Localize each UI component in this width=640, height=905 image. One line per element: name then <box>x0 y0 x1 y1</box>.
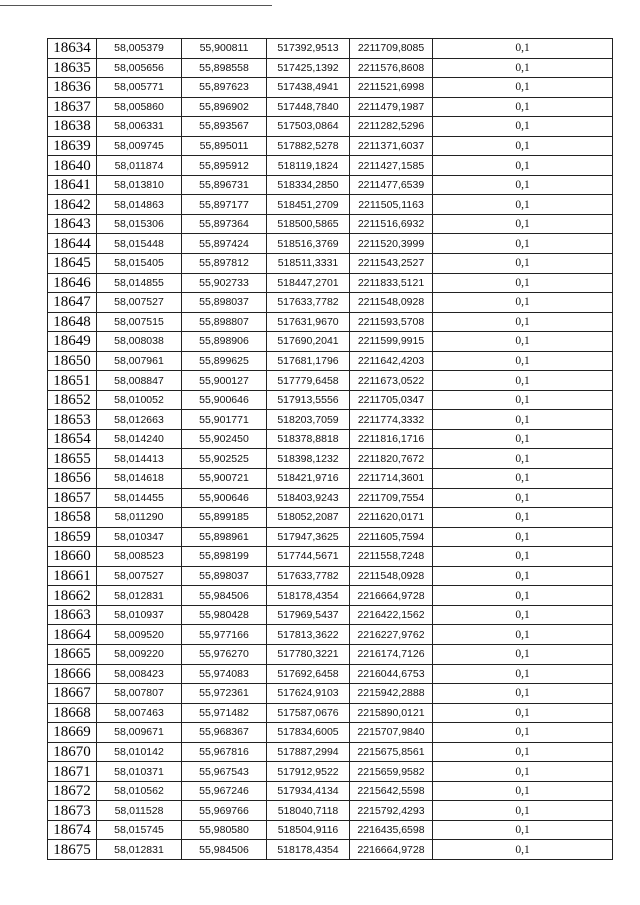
point-number-cell: 18672 <box>48 781 97 801</box>
accuracy-cell: 0,1 <box>433 488 613 508</box>
latitude-cell: 58,010562 <box>97 781 182 801</box>
x-coordinate-cell: 517947,3625 <box>267 527 350 547</box>
table-row <box>48 664 613 684</box>
point-number-cell: 18652 <box>48 390 97 410</box>
accuracy-cell: 0,1 <box>433 762 613 782</box>
point-number-cell: 18662 <box>48 586 97 606</box>
table-row <box>48 429 613 449</box>
table-body <box>48 39 613 860</box>
latitude-cell: 58,007463 <box>97 703 182 723</box>
latitude-cell: 58,015745 <box>97 820 182 840</box>
table-row <box>48 351 613 371</box>
longitude-cell: 55,984506 <box>182 586 267 606</box>
y-coordinate-cell: 2216227,9762 <box>350 625 433 645</box>
longitude-cell: 55,968367 <box>182 723 267 743</box>
x-coordinate-cell: 517503,0864 <box>267 117 350 137</box>
table-row <box>48 156 613 176</box>
point-number-cell: 18674 <box>48 820 97 840</box>
table-row <box>48 762 613 782</box>
longitude-cell: 55,895011 <box>182 136 267 156</box>
point-number-cell: 18644 <box>48 234 97 254</box>
accuracy-cell: 0,1 <box>433 723 613 743</box>
point-number-cell: 18635 <box>48 58 97 78</box>
longitude-cell: 55,976270 <box>182 644 267 664</box>
longitude-cell: 55,972361 <box>182 684 267 704</box>
latitude-cell: 58,014455 <box>97 488 182 508</box>
longitude-cell: 55,902733 <box>182 273 267 293</box>
point-number-cell: 18660 <box>48 547 97 567</box>
longitude-cell: 55,899625 <box>182 351 267 371</box>
y-coordinate-cell: 2211833,5121 <box>350 273 433 293</box>
longitude-cell: 55,898961 <box>182 527 267 547</box>
x-coordinate-cell: 518178,4354 <box>267 840 350 860</box>
table-row <box>48 175 613 195</box>
longitude-cell: 55,898906 <box>182 332 267 352</box>
x-coordinate-cell: 517448,7840 <box>267 97 350 117</box>
point-number-cell: 18641 <box>48 175 97 195</box>
x-coordinate-cell: 518203,7059 <box>267 410 350 430</box>
latitude-cell: 58,005379 <box>97 39 182 59</box>
latitude-cell: 58,012831 <box>97 840 182 860</box>
point-number-cell: 18665 <box>48 644 97 664</box>
y-coordinate-cell: 2211709,7554 <box>350 488 433 508</box>
longitude-cell: 55,900811 <box>182 39 267 59</box>
latitude-cell: 58,008423 <box>97 664 182 684</box>
x-coordinate-cell: 518040,7118 <box>267 801 350 821</box>
point-number-cell: 18653 <box>48 410 97 430</box>
y-coordinate-cell: 2211620,0171 <box>350 508 433 528</box>
point-number-cell: 18659 <box>48 527 97 547</box>
x-coordinate-cell: 517681,1796 <box>267 351 350 371</box>
y-coordinate-cell: 2211714,3601 <box>350 469 433 489</box>
latitude-cell: 58,006331 <box>97 117 182 137</box>
longitude-cell: 55,901771 <box>182 410 267 430</box>
latitude-cell: 58,014618 <box>97 469 182 489</box>
table-row <box>48 547 613 567</box>
latitude-cell: 58,007807 <box>97 684 182 704</box>
point-number-cell: 18658 <box>48 508 97 528</box>
x-coordinate-cell: 518516,3769 <box>267 234 350 254</box>
x-coordinate-cell: 517969,5437 <box>267 605 350 625</box>
longitude-cell: 55,898807 <box>182 312 267 332</box>
y-coordinate-cell: 2211673,0522 <box>350 371 433 391</box>
point-number-cell: 18657 <box>48 488 97 508</box>
top-rule <box>0 5 272 6</box>
x-coordinate-cell: 517624,9103 <box>267 684 350 704</box>
accuracy-cell: 0,1 <box>433 429 613 449</box>
latitude-cell: 58,015405 <box>97 254 182 274</box>
x-coordinate-cell: 518119,1824 <box>267 156 350 176</box>
y-coordinate-cell: 2211593,5708 <box>350 312 433 332</box>
latitude-cell: 58,012831 <box>97 586 182 606</box>
y-coordinate-cell: 2216174,7126 <box>350 644 433 664</box>
x-coordinate-cell: 517834,6005 <box>267 723 350 743</box>
accuracy-cell: 0,1 <box>433 136 613 156</box>
longitude-cell: 55,898037 <box>182 566 267 586</box>
y-coordinate-cell: 2211605,7594 <box>350 527 433 547</box>
table-row <box>48 527 613 547</box>
longitude-cell: 55,974083 <box>182 664 267 684</box>
table-row <box>48 586 613 606</box>
table-row <box>48 234 613 254</box>
latitude-cell: 58,009671 <box>97 723 182 743</box>
point-number-cell: 18634 <box>48 39 97 59</box>
accuracy-cell: 0,1 <box>433 449 613 469</box>
latitude-cell: 58,010052 <box>97 390 182 410</box>
x-coordinate-cell: 518504,9116 <box>267 820 350 840</box>
point-number-cell: 18651 <box>48 371 97 391</box>
table-row <box>48 508 613 528</box>
point-number-cell: 18648 <box>48 312 97 332</box>
table-row <box>48 488 613 508</box>
longitude-cell: 55,977166 <box>182 625 267 645</box>
point-number-cell: 18667 <box>48 684 97 704</box>
point-number-cell: 18643 <box>48 214 97 234</box>
y-coordinate-cell: 2215642,5598 <box>350 781 433 801</box>
latitude-cell: 58,014240 <box>97 429 182 449</box>
latitude-cell: 58,011528 <box>97 801 182 821</box>
point-number-cell: 18636 <box>48 78 97 98</box>
table-row <box>48 703 613 723</box>
x-coordinate-cell: 517587,0676 <box>267 703 350 723</box>
x-coordinate-cell: 518421,9716 <box>267 469 350 489</box>
latitude-cell: 58,010347 <box>97 527 182 547</box>
longitude-cell: 55,900127 <box>182 371 267 391</box>
x-coordinate-cell: 517887,2994 <box>267 742 350 762</box>
point-number-cell: 18637 <box>48 97 97 117</box>
accuracy-cell: 0,1 <box>433 469 613 489</box>
table-row <box>48 293 613 313</box>
y-coordinate-cell: 2211709,8085 <box>350 39 433 59</box>
x-coordinate-cell: 518403,9243 <box>267 488 350 508</box>
table-row <box>48 566 613 586</box>
x-coordinate-cell: 517779,6458 <box>267 371 350 391</box>
accuracy-cell: 0,1 <box>433 117 613 137</box>
x-coordinate-cell: 517813,3622 <box>267 625 350 645</box>
longitude-cell: 55,980580 <box>182 820 267 840</box>
x-coordinate-cell: 517633,7782 <box>267 566 350 586</box>
table-row <box>48 781 613 801</box>
x-coordinate-cell: 517934,4134 <box>267 781 350 801</box>
latitude-cell: 58,007961 <box>97 351 182 371</box>
point-number-cell: 18639 <box>48 136 97 156</box>
y-coordinate-cell: 2211774,3332 <box>350 410 433 430</box>
y-coordinate-cell: 2216664,9728 <box>350 840 433 860</box>
x-coordinate-cell: 518052,2087 <box>267 508 350 528</box>
y-coordinate-cell: 2216664,9728 <box>350 586 433 606</box>
point-number-cell: 18646 <box>48 273 97 293</box>
longitude-cell: 55,900721 <box>182 469 267 489</box>
longitude-cell: 55,897812 <box>182 254 267 274</box>
latitude-cell: 58,010371 <box>97 762 182 782</box>
accuracy-cell: 0,1 <box>433 820 613 840</box>
longitude-cell: 55,900646 <box>182 488 267 508</box>
accuracy-cell: 0,1 <box>433 605 613 625</box>
table-row <box>48 273 613 293</box>
latitude-cell: 58,010142 <box>97 742 182 762</box>
accuracy-cell: 0,1 <box>433 547 613 567</box>
accuracy-cell: 0,1 <box>433 332 613 352</box>
y-coordinate-cell: 2215707,9840 <box>350 723 433 743</box>
table-row <box>48 605 613 625</box>
longitude-cell: 55,896902 <box>182 97 267 117</box>
point-number-cell: 18671 <box>48 762 97 782</box>
table-row <box>48 684 613 704</box>
table-row <box>48 58 613 78</box>
y-coordinate-cell: 2211371,6037 <box>350 136 433 156</box>
point-number-cell: 18664 <box>48 625 97 645</box>
latitude-cell: 58,005860 <box>97 97 182 117</box>
y-coordinate-cell: 2211543,2527 <box>350 254 433 274</box>
point-number-cell: 18663 <box>48 605 97 625</box>
x-coordinate-cell: 517690,2041 <box>267 332 350 352</box>
y-coordinate-cell: 2216422,1562 <box>350 605 433 625</box>
point-number-cell: 18647 <box>48 293 97 313</box>
y-coordinate-cell: 2211576,8608 <box>350 58 433 78</box>
latitude-cell: 58,010937 <box>97 605 182 625</box>
table-row <box>48 136 613 156</box>
point-number-cell: 18640 <box>48 156 97 176</box>
point-number-cell: 18661 <box>48 566 97 586</box>
accuracy-cell: 0,1 <box>433 156 613 176</box>
latitude-cell: 58,005656 <box>97 58 182 78</box>
point-number-cell: 18642 <box>48 195 97 215</box>
longitude-cell: 55,898558 <box>182 58 267 78</box>
table-row <box>48 625 613 645</box>
accuracy-cell: 0,1 <box>433 566 613 586</box>
table-row <box>48 801 613 821</box>
longitude-cell: 55,893567 <box>182 117 267 137</box>
latitude-cell: 58,014855 <box>97 273 182 293</box>
point-number-cell: 18655 <box>48 449 97 469</box>
x-coordinate-cell: 518447,2701 <box>267 273 350 293</box>
x-coordinate-cell: 517438,4941 <box>267 78 350 98</box>
longitude-cell: 55,899185 <box>182 508 267 528</box>
point-number-cell: 18654 <box>48 429 97 449</box>
latitude-cell: 58,008523 <box>97 547 182 567</box>
y-coordinate-cell: 2216435,6598 <box>350 820 433 840</box>
x-coordinate-cell: 518451,2709 <box>267 195 350 215</box>
accuracy-cell: 0,1 <box>433 644 613 664</box>
point-number-cell: 18649 <box>48 332 97 352</box>
accuracy-cell: 0,1 <box>433 78 613 98</box>
y-coordinate-cell: 2211521,6998 <box>350 78 433 98</box>
x-coordinate-cell: 518334,2850 <box>267 175 350 195</box>
y-coordinate-cell: 2215675,8561 <box>350 742 433 762</box>
latitude-cell: 58,015448 <box>97 234 182 254</box>
latitude-cell: 58,015306 <box>97 214 182 234</box>
point-number-cell: 18645 <box>48 254 97 274</box>
x-coordinate-cell: 518500,5865 <box>267 214 350 234</box>
accuracy-cell: 0,1 <box>433 293 613 313</box>
x-coordinate-cell: 517631,9670 <box>267 312 350 332</box>
latitude-cell: 58,009220 <box>97 644 182 664</box>
accuracy-cell: 0,1 <box>433 97 613 117</box>
accuracy-cell: 0,1 <box>433 508 613 528</box>
y-coordinate-cell: 2211505,1163 <box>350 195 433 215</box>
point-number-cell: 18669 <box>48 723 97 743</box>
table-row <box>48 97 613 117</box>
accuracy-cell: 0,1 <box>433 527 613 547</box>
accuracy-cell: 0,1 <box>433 234 613 254</box>
longitude-cell: 55,898037 <box>182 293 267 313</box>
accuracy-cell: 0,1 <box>433 175 613 195</box>
y-coordinate-cell: 2215659,9582 <box>350 762 433 782</box>
y-coordinate-cell: 2216044,6753 <box>350 664 433 684</box>
y-coordinate-cell: 2211477,6539 <box>350 175 433 195</box>
table-row <box>48 469 613 489</box>
y-coordinate-cell: 2215792,4293 <box>350 801 433 821</box>
table-row <box>48 723 613 743</box>
table-row <box>48 117 613 137</box>
x-coordinate-cell: 518398,1232 <box>267 449 350 469</box>
latitude-cell: 58,007527 <box>97 293 182 313</box>
longitude-cell: 55,902525 <box>182 449 267 469</box>
x-coordinate-cell: 518378,8818 <box>267 429 350 449</box>
point-number-cell: 18656 <box>48 469 97 489</box>
y-coordinate-cell: 2211520,3999 <box>350 234 433 254</box>
table-row <box>48 195 613 215</box>
y-coordinate-cell: 2211642,4203 <box>350 351 433 371</box>
point-number-cell: 18666 <box>48 664 97 684</box>
x-coordinate-cell: 517633,7782 <box>267 293 350 313</box>
accuracy-cell: 0,1 <box>433 742 613 762</box>
longitude-cell: 55,897364 <box>182 214 267 234</box>
latitude-cell: 58,012663 <box>97 410 182 430</box>
point-number-cell: 18675 <box>48 840 97 860</box>
accuracy-cell: 0,1 <box>433 586 613 606</box>
longitude-cell: 55,895912 <box>182 156 267 176</box>
x-coordinate-cell: 517882,5278 <box>267 136 350 156</box>
accuracy-cell: 0,1 <box>433 781 613 801</box>
latitude-cell: 58,009520 <box>97 625 182 645</box>
table-row <box>48 371 613 391</box>
accuracy-cell: 0,1 <box>433 664 613 684</box>
accuracy-cell: 0,1 <box>433 410 613 430</box>
point-number-cell: 18650 <box>48 351 97 371</box>
point-number-cell: 18670 <box>48 742 97 762</box>
y-coordinate-cell: 2211558,7248 <box>350 547 433 567</box>
x-coordinate-cell: 518511,3331 <box>267 254 350 274</box>
accuracy-cell: 0,1 <box>433 214 613 234</box>
y-coordinate-cell: 2211599,9915 <box>350 332 433 352</box>
latitude-cell: 58,005771 <box>97 78 182 98</box>
longitude-cell: 55,900646 <box>182 390 267 410</box>
x-coordinate-cell: 517425,1392 <box>267 58 350 78</box>
y-coordinate-cell: 2211816,1716 <box>350 429 433 449</box>
longitude-cell: 55,984506 <box>182 840 267 860</box>
latitude-cell: 58,013810 <box>97 175 182 195</box>
latitude-cell: 58,009745 <box>97 136 182 156</box>
table-row <box>48 410 613 430</box>
latitude-cell: 58,008847 <box>97 371 182 391</box>
table-row <box>48 390 613 410</box>
x-coordinate-cell: 518178,4354 <box>267 586 350 606</box>
y-coordinate-cell: 2211820,7672 <box>350 449 433 469</box>
y-coordinate-cell: 2211516,6932 <box>350 214 433 234</box>
x-coordinate-cell: 517692,6458 <box>267 664 350 684</box>
latitude-cell: 58,011874 <box>97 156 182 176</box>
longitude-cell: 55,969766 <box>182 801 267 821</box>
accuracy-cell: 0,1 <box>433 371 613 391</box>
point-number-cell: 18668 <box>48 703 97 723</box>
longitude-cell: 55,898199 <box>182 547 267 567</box>
longitude-cell: 55,896731 <box>182 175 267 195</box>
latitude-cell: 58,007527 <box>97 566 182 586</box>
accuracy-cell: 0,1 <box>433 195 613 215</box>
accuracy-cell: 0,1 <box>433 684 613 704</box>
accuracy-cell: 0,1 <box>433 273 613 293</box>
table-row <box>48 332 613 352</box>
longitude-cell: 55,980428 <box>182 605 267 625</box>
accuracy-cell: 0,1 <box>433 58 613 78</box>
y-coordinate-cell: 2215942,2888 <box>350 684 433 704</box>
y-coordinate-cell: 2211705,0347 <box>350 390 433 410</box>
longitude-cell: 55,902450 <box>182 429 267 449</box>
latitude-cell: 58,007515 <box>97 312 182 332</box>
table-row <box>48 644 613 664</box>
y-coordinate-cell: 2211282,5296 <box>350 117 433 137</box>
accuracy-cell: 0,1 <box>433 625 613 645</box>
longitude-cell: 55,897623 <box>182 78 267 98</box>
longitude-cell: 55,967246 <box>182 781 267 801</box>
x-coordinate-cell: 517392,9513 <box>267 39 350 59</box>
x-coordinate-cell: 517912,9522 <box>267 762 350 782</box>
longitude-cell: 55,971482 <box>182 703 267 723</box>
x-coordinate-cell: 517744,5671 <box>267 547 350 567</box>
table-row <box>48 449 613 469</box>
table-row <box>48 214 613 234</box>
y-coordinate-cell: 2211427,1585 <box>350 156 433 176</box>
y-coordinate-cell: 2215890,0121 <box>350 703 433 723</box>
point-number-cell: 18638 <box>48 117 97 137</box>
point-number-cell: 18673 <box>48 801 97 821</box>
latitude-cell: 58,014413 <box>97 449 182 469</box>
y-coordinate-cell: 2211548,0928 <box>350 566 433 586</box>
table-row <box>48 254 613 274</box>
accuracy-cell: 0,1 <box>433 390 613 410</box>
table-row <box>48 78 613 98</box>
accuracy-cell: 0,1 <box>433 254 613 274</box>
coordinates-table <box>47 38 613 860</box>
latitude-cell: 58,011290 <box>97 508 182 528</box>
x-coordinate-cell: 517780,3221 <box>267 644 350 664</box>
latitude-cell: 58,008038 <box>97 332 182 352</box>
table-row <box>48 312 613 332</box>
table-row <box>48 820 613 840</box>
table-row <box>48 39 613 59</box>
table-row <box>48 742 613 762</box>
accuracy-cell: 0,1 <box>433 801 613 821</box>
accuracy-cell: 0,1 <box>433 840 613 860</box>
longitude-cell: 55,967816 <box>182 742 267 762</box>
accuracy-cell: 0,1 <box>433 351 613 371</box>
longitude-cell: 55,967543 <box>182 762 267 782</box>
accuracy-cell: 0,1 <box>433 703 613 723</box>
y-coordinate-cell: 2211548,0928 <box>350 293 433 313</box>
table-row <box>48 840 613 860</box>
accuracy-cell: 0,1 <box>433 39 613 59</box>
accuracy-cell: 0,1 <box>433 312 613 332</box>
longitude-cell: 55,897424 <box>182 234 267 254</box>
longitude-cell: 55,897177 <box>182 195 267 215</box>
latitude-cell: 58,014863 <box>97 195 182 215</box>
y-coordinate-cell: 2211479,1987 <box>350 97 433 117</box>
x-coordinate-cell: 517913,5556 <box>267 390 350 410</box>
